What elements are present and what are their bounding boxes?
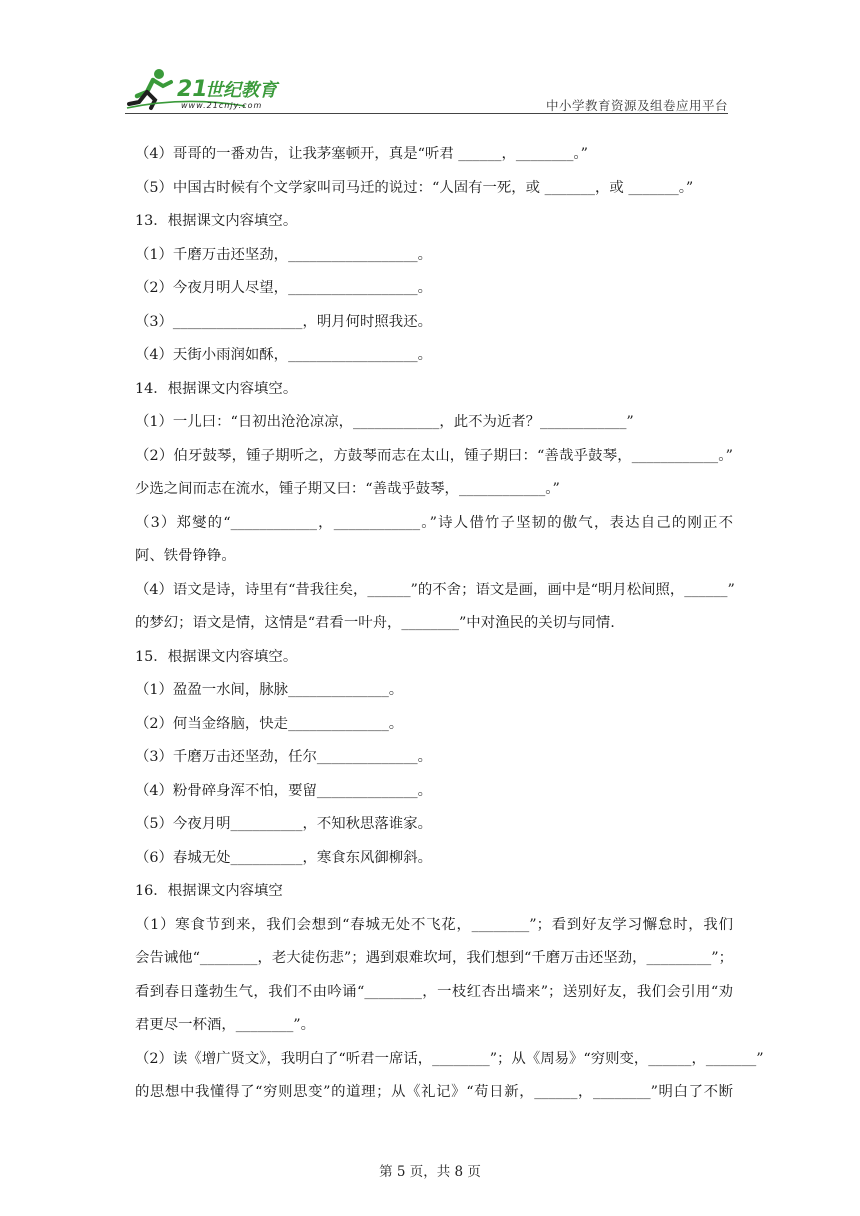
platform-name: 中小学教育资源及组卷应用平台 bbox=[545, 98, 728, 113]
text-line: （1）盈盈一水间，脉脉______________。 bbox=[135, 682, 404, 698]
text-line: 阿、铁骨铮铮。 bbox=[135, 548, 236, 564]
question-heading: 14．根据课文内容填空。 bbox=[135, 380, 298, 397]
text-line: （1）千磨万击还坚劲，__________________。 bbox=[135, 246, 432, 263]
text-line: （3）__________________，明月何时照我还。 bbox=[135, 313, 432, 330]
text-line: （4）粉骨碎身浑不怕，要留______________。 bbox=[135, 782, 432, 799]
text-line: （1）一儿曰：“日初出沧沧凉凉，____________，此不为近者？____________” bbox=[135, 414, 634, 430]
svg-text:世纪教育: 世纪教育 bbox=[205, 80, 277, 101]
page-header bbox=[125, 66, 728, 114]
header-divider bbox=[125, 113, 728, 114]
text-line: 看到春日蓬勃生气，我们不由吟诵“________，一枝红杏出墙来”；送别好友，我们会引用“劝 bbox=[135, 983, 733, 1000]
text-line: （2）何当金络脑，快走______________。 bbox=[135, 715, 404, 732]
text-line: （5）中国古时候有个文学家叫司马迁的说过：“人固有一死，或 _______，或 _______。” bbox=[135, 179, 694, 196]
text-line: （5）今夜月明__________，不知秋思落谁家。 bbox=[135, 816, 432, 832]
text-line: （2）读《增广贤文》，我明白了“听君一席话，________”；从《周易》“穷则变，______，_______” bbox=[135, 1050, 764, 1067]
text-line: （4）天街小雨润如酥，__________________。 bbox=[135, 347, 432, 363]
runner-logo-icon bbox=[125, 66, 295, 112]
text-line: （4）语文是诗，诗里有“昔我往矣，______”的不舍；语文是画，画中是“明月松间照，______” bbox=[135, 581, 735, 598]
text-line: （6）春城无处__________，寒食东风御柳斜。 bbox=[135, 849, 432, 866]
question-heading: 16．根据课文内容填空 bbox=[135, 883, 283, 899]
text-line: 君更尽一杯酒，________”。 bbox=[135, 1017, 316, 1033]
text-line: （3）郑燮的“____________，____________。”诗人借竹子坚韧的傲气，表达自己的刚正不 bbox=[135, 514, 733, 531]
text-line: （1）寒食节到来，我们会想到“春城无处不飞花，________”；看到好友学习懈怠时，我们 bbox=[135, 916, 733, 933]
text-line: 的思想中我懂得了“穷则思变”的道理；从《礼记》“苟日新，______，________”明白了不断 bbox=[135, 1084, 733, 1100]
svg-text:21: 21 bbox=[177, 77, 208, 102]
text-line: （3）千磨万击还坚劲，任尔______________。 bbox=[135, 749, 432, 765]
page-number: 第 5 页，共 8 页 bbox=[379, 1164, 481, 1180]
text-line: （2）今夜月明人尽望，__________________。 bbox=[135, 280, 432, 296]
question-heading: 13．根据课文内容填空。 bbox=[135, 213, 298, 229]
text-line: （4）哥哥的一番劝告，让我茅塞顿开，真是“听君 ______，________。” bbox=[135, 146, 588, 162]
text-line: （2）伯牙鼓琴，锺子期听之，方鼓琴而志在太山，锺子期曰：“善哉乎鼓琴，____________。” bbox=[135, 447, 733, 464]
text-line: 的梦幻；语文是情，这情是“君看一叶舟，________”中对渔民的关切与同情. bbox=[135, 615, 615, 631]
svg-text:www.21cnjy.com: www.21cnjy.com bbox=[181, 101, 263, 110]
text-line: 少选之间而志在流水，锺子期又曰：“善哉乎鼓琴，____________。” bbox=[135, 481, 560, 497]
text-line: 会告诫他“________，老大徒伤悲”；遇到艰难坎坷，我们想到“千磨万击还坚劲，_________”； bbox=[135, 950, 733, 966]
question-heading: 15．根据课文内容填空。 bbox=[135, 648, 298, 665]
document-body bbox=[135, 138, 764, 1110]
brand-logo[interactable] bbox=[125, 66, 295, 112]
